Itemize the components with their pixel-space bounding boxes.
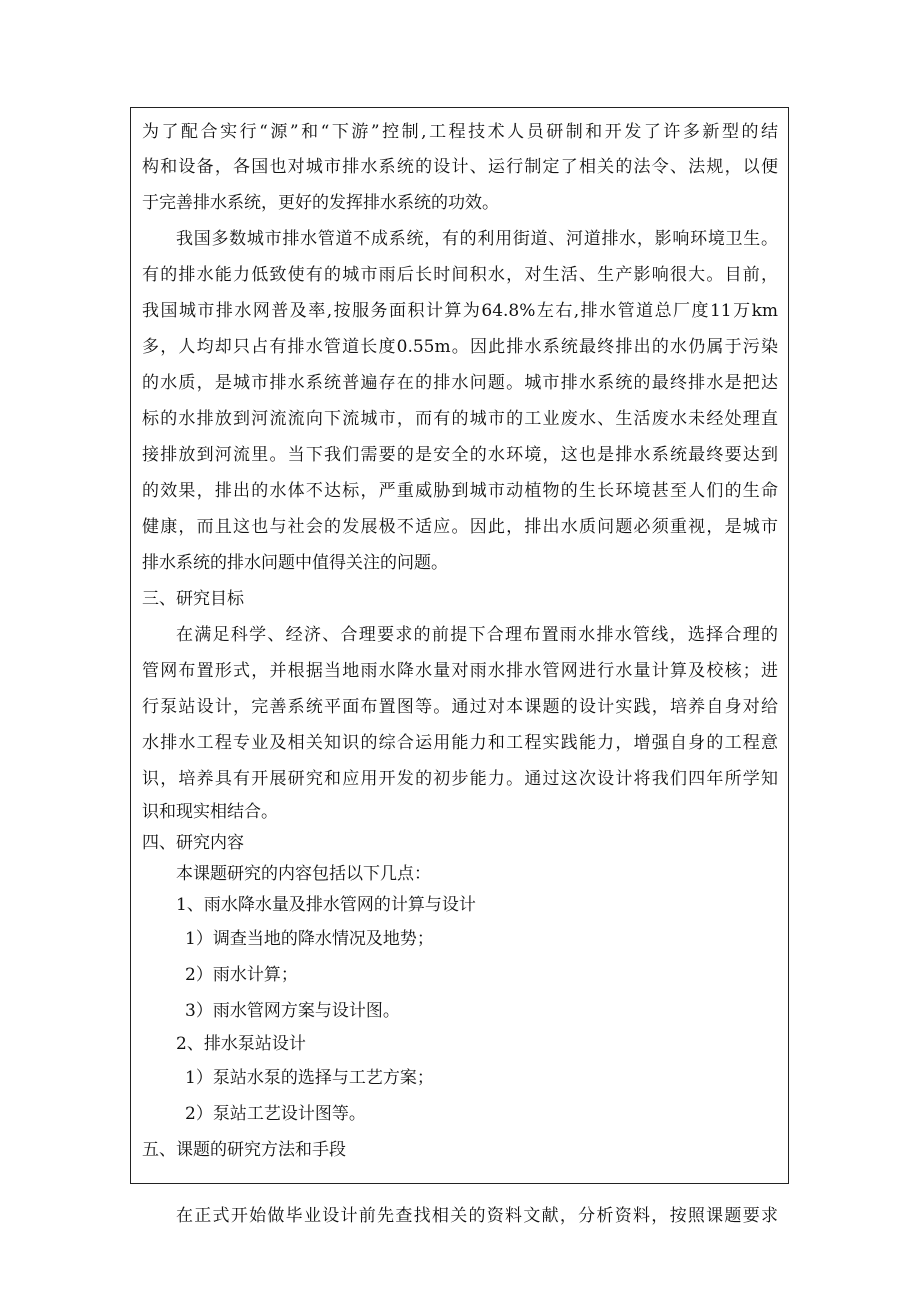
sub-list-item: 2）雨水计算； [185, 965, 298, 985]
paragraph-line: 识和现实相结合。 [142, 802, 278, 822]
paragraph-line: 在正式开始做毕业设计前先查找相关的资料文献，分析资料，按照课题要求 [176, 1206, 778, 1226]
sub-list-item: 3）雨水管网方案与设计图。 [185, 1001, 400, 1021]
paragraph-line: 有的排水能力低致使有的城市雨后长时间积水，对生活、生产影响很大。目前， [142, 265, 778, 285]
paragraph-line: 在满足科学、经济、合理要求的前提下合理布置雨水排水管线，选择合理的 [176, 625, 778, 645]
document-body [142, 116, 778, 1234]
paragraph-line: 行泵站设计，完善系统平面布置图等。通过对本课题的设计实践，培养自身对给 [142, 697, 778, 717]
paragraph-line: 识，培养具有开展研究和应用开发的初步能力。通过这次设计将我们四年所学知 [142, 769, 778, 789]
list-item: 1、雨水降水量及排水管网的计算与设计 [176, 895, 476, 915]
document-table-cell [130, 107, 789, 1226]
paragraph-line: 构和设备，各国也对城市排水系统的设计、运行制定了相关的法令、法规，以便 [142, 157, 778, 177]
sub-list-item: 1）调查当地的降水情况及地势； [185, 929, 434, 949]
list-item: 2、排水泵站设计 [176, 1034, 306, 1054]
paragraph-line: 管网布置形式，并根据当地雨水降水量对雨水排水管网进行水量计算及校核；进 [142, 661, 778, 681]
paragraph-line: 的效果，排出的水体不达标，严重威胁到城市动植物的生长环境甚至人们的生命 [142, 481, 778, 501]
paragraph-line: 我国多数城市排水管道不成系统，有的利用街道、河道排水，影响环境卫生。 [176, 229, 778, 249]
paragraph-line: 为了配合实行“源”和“下游”控制,工程技术人员研制和开发了许多新型的结 [142, 122, 778, 142]
paragraph-line: 多，人均却只占有排水管道长度0.55m。因此排水系统最终排出的水仍属于污染 [142, 337, 778, 357]
paragraph-line: 于完善排水系统，更好的发挥排水系统的功效。 [142, 193, 499, 213]
blank-line [142, 1168, 778, 1198]
section-heading: 四、研究内容 [142, 833, 244, 853]
content-intro: 本课题研究的内容包括以下几点： [176, 864, 431, 884]
paragraph-line: 排水系统的排水问题中值得关注的问题。 [142, 553, 448, 573]
section-heading: 三、研究目标 [142, 589, 244, 609]
paragraph-line: 我国城市排水网普及率,按服务面积计算为64.8%左右,排水管道总厂度11万km [142, 301, 778, 321]
sub-list-item: 2）泵站工艺设计图等。 [185, 1104, 366, 1124]
paragraph-line: 健康，而且这也与社会的发展极不适应。因此，排出水质问题必须重视，是城市 [142, 517, 778, 537]
paragraph-line: 水排水工程专业及相关知识的综合运用能力和工程实践能力，增强自身的工程意 [142, 733, 778, 753]
section-heading: 五、课题的研究方法和手段 [142, 1140, 346, 1160]
paragraph-line: 的水质，是城市排水系统普遍存在的排水问题。城市排水系统的最终排水是把达 [142, 373, 778, 393]
sub-list-item: 1）泵站水泵的选择与工艺方案； [185, 1068, 434, 1088]
paragraph-line: 接排放到河流里。当下我们需要的是安全的水环境，这也是排水系统最终要达到 [142, 445, 778, 465]
paragraph-line: 标的水排放到河流流向下流城市，而有的城市的工业废水、生活废水未经处理直 [142, 409, 778, 429]
